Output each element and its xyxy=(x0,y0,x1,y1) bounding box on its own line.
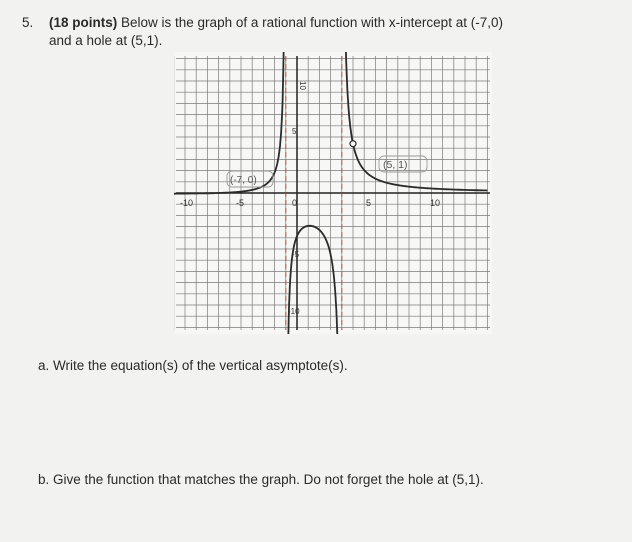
hole-marker xyxy=(350,141,356,147)
problem-number: 5. xyxy=(22,15,34,30)
tick-label-x-5: 5 xyxy=(366,198,372,208)
rational-function-graph xyxy=(174,52,492,334)
tick-label-y-neg10: -10 xyxy=(288,307,300,316)
tick-label-y-5: 5 xyxy=(292,127,297,136)
tick-label-origin: 0 xyxy=(292,198,298,208)
graph-svg xyxy=(174,52,492,334)
tick-label-x-neg10: -10 xyxy=(180,198,194,208)
hole-label: (5, 1) xyxy=(383,159,408,171)
tick-label-y-10: 10 xyxy=(298,81,307,90)
question-a: a. Write the equation(s) of the vertical asymptote(s). xyxy=(38,358,348,373)
problem-line-1 xyxy=(22,14,612,32)
tick-label-x-10: 10 xyxy=(430,198,441,208)
problem-points: (18 points) xyxy=(49,15,118,30)
question-b: b. Give the function that matches the graph. Do not forget the hole at (5,1). xyxy=(38,472,484,487)
problem-statement-1: Below is the graph of a rational function with x-intercept at (-7,0) xyxy=(117,15,503,30)
tick-label-y-neg5: -5 xyxy=(292,250,300,259)
tick-label-x-neg5: -5 xyxy=(236,198,245,208)
problem-header xyxy=(22,14,612,50)
intercept-label: (-7, 0) xyxy=(230,175,257,186)
problem-statement-2: and a hole at (5,1). xyxy=(49,33,163,48)
